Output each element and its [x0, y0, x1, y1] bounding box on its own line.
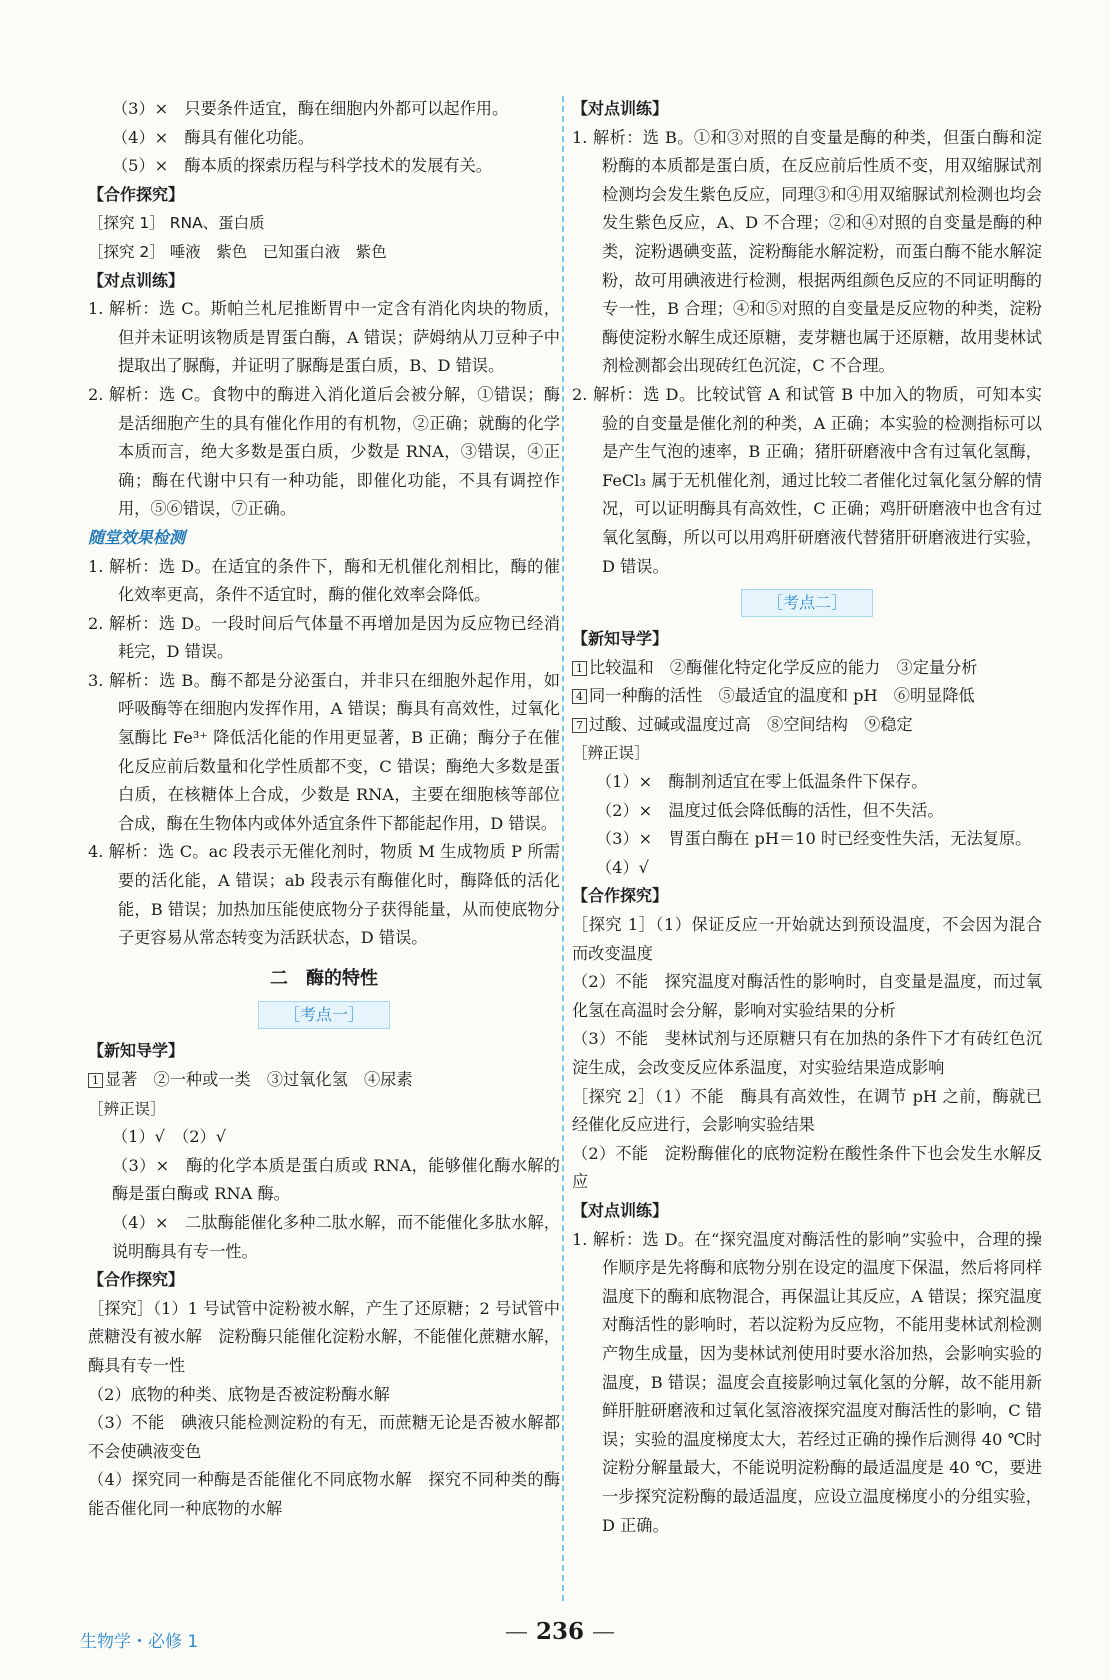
text-line: （3）× 只要条件适宜，酶在细胞内外都可以起作用。	[112, 99, 509, 118]
text-line: ［探究 2］（1）不能 酶具有高效性，在调节 pH 之前，酶就已经催化反应进行，会影响实验结果	[572, 1086, 1042, 1135]
answer-item: 2. 解析：选 D。比较试管 A 和试管 B 中加入的物质，可知本实验的自变量是催化剂的种类，A 正确；本实验的检测指标可以是产生气泡的速率，B 正确；猪肝研磨液中含有过氧化氢酶，FeCl₃ 属于无机催化剂，通过比较二者催化过氧化氢分解的情况，可以证明酶具有高效性，C 正确；鸡肝研磨液中也含有过氧化氢酶，所以可以用鸡肝研磨液代替猪肝研磨液进行实验，D 错误。	[572, 384, 1042, 576]
text-line: （2）不能 淀粉酶催化的底物淀粉在酸性条件下也会发生水解反应	[572, 1143, 1042, 1192]
text-line: （4）√	[596, 857, 649, 877]
text-line	[88, 1066, 560, 1095]
section-heading: 【对点训练】	[572, 1200, 669, 1220]
page-number: — 236 —	[504, 1618, 616, 1645]
text-line: （4）× 二肽酶能催化多种二肽水解，而不能催化多肽水解，说明酶具有专一性。	[112, 1212, 560, 1261]
text-line: ［探究 2］ 唾液 紫色 已知蛋白液 紫色	[88, 242, 387, 261]
subheading: ［辨正误］	[572, 744, 650, 763]
text-span: 比较温和 ②酶催化特定化学反应的能力 ③定量分析	[589, 657, 978, 677]
kaodian-badge: ［考点一］	[258, 1001, 390, 1029]
text-line: ［探究］（1）1 号试管中淀粉被水解，产生了还原糖；2 号试管中蔗糖没有被水解 淀粉酶只能催化淀粉水解，不能催化蔗糖水解，酶具有专一性	[88, 1298, 560, 1375]
circled-number-icon: 7	[572, 718, 587, 733]
text-line: ［探究 1］ RNA、蛋白质	[88, 214, 265, 233]
text-line: （3）× 胃蛋白酶在 pH＝10 时已经变性失活，无法复原。	[596, 829, 1032, 849]
text-line: （3）× 酶的化学本质是蛋白质或 RNA，能够催化酶水解的酶是蛋白酶或 RNA 酶。	[112, 1155, 560, 1204]
text-line	[572, 711, 1042, 740]
answer-item: 1. 解析：选 D。在适宜的条件下，酶和无机催化剂相比，酶的催化效率更高，条件不适宜时，酶的催化效率会降低。	[88, 556, 560, 605]
text-line: （4）探究同一种酶是否能催化不同底物水解 探究不同种类的酶能否催化同一种底物的水解	[88, 1470, 560, 1518]
answer-item: 2. 解析：选 C。食物中的酶进入消化道后会被分解，①错误；酶是活细胞产生的具有催化作用的有机物，②正确；就酶的化学本质而言，绝大多数是蛋白质，少数是 RNA，③错误，④正确；酶在代谢中只有一种功能，即催化功能，不具有调控作用，⑤⑥错误，⑦正确。	[88, 384, 560, 519]
book-title: 生物学・必修 1	[80, 1632, 199, 1652]
text-line: （2）× 温度过低会降低酶的活性，但不失活。	[596, 800, 944, 820]
left-column	[88, 95, 560, 1524]
text-line: ［探究 1］（1）保证反应一开始就达到预设温度，不会因为混合而改变温度	[572, 915, 1042, 963]
section-heading: 【新知导学】	[572, 629, 669, 649]
answer-item: 1. 解析：选 D。在“探究温度对酶活性的影响”实验中，合理的操作顺序是先将酶和底物分别在设定的温度下保温，然后将同样温度下的酶和底物混合，再保温让其反应，A 错误；探究温度对酶活性的影响时，若以淀粉为反应物，不能用斐林试剂检测产物生成量，因为斐林试剂使用时要水浴加热，会影响实验的温度，B 错误；温度会直接影响过氧化氢的分解，故不能用新鲜肝脏研磨液和过氧化氢溶液探究温度对酶活性的影响，C 错误；实验的温度梯度太大，若经过正确的操作后测得 40 ℃时淀粉分解量最大，不能说明淀粉酶的最适温度是 40 ℃，要进一步探究淀粉酶的最适温度，应设立温度梯度小的分组实验，D 正确。	[572, 1229, 1042, 1535]
circled-number-icon: 1	[572, 661, 587, 676]
text-line: （2）不能 探究温度对酶活性的影响时，自变量是温度，而过氧化氢在高温时会分解，影响对实验结果的分析	[572, 972, 1042, 1020]
section-heading: 【对点训练】	[572, 99, 669, 118]
text-line: （4）× 酶具有催化功能。	[112, 127, 314, 147]
section-heading: 【合作探究】	[88, 1270, 185, 1290]
circled-number-icon: 1	[88, 1073, 103, 1088]
answer-item: 4. 解析：选 C。ac 段表示无催化剂时，物质 M 生成物质 P 所需要的活化能，A 错误；ab 段表示有酶催化时，酶降低的活化能，B 错误；加热加压能使底物分子获得能量，从而使底物分子更容易从常态转变为活跃状态，D 错误。	[88, 842, 560, 948]
text-line: （1）√ （2）√	[112, 1127, 227, 1147]
page-number-value: 236	[535, 1618, 584, 1645]
text-line: （1）× 酶制剂适宜在零上低温条件下保存。	[596, 772, 928, 792]
text-line: （3）不能 碘液只能检测淀粉的有无，而蔗糖无论是否被水解都不会使碘液变色	[88, 1413, 560, 1461]
kaodian-badge: ［考点二］	[741, 589, 873, 617]
text-line	[572, 682, 1042, 711]
text-line: （5）× 酶本质的探索历程与科学技术的发展有关。	[112, 156, 492, 176]
text-line: （2）底物的种类、底物是否被淀粉酶水解	[88, 1384, 390, 1404]
circled-number-icon: 4	[572, 689, 587, 704]
text-span: 同一种酶的活性 ⑤最适宜的温度和 pH ⑥明显降低	[589, 686, 975, 706]
answer-item: 2. 解析：选 D。一段时间后气体量不再增加是因为反应物已经消耗完，D 错误。	[88, 613, 560, 662]
right-column	[572, 95, 1042, 1540]
text-span: 显著 ②一种或一类 ③过氧化氢 ④尿素	[105, 1070, 413, 1089]
section-heading: 【合作探究】	[88, 184, 185, 204]
text-span: 过酸、过碱或温度过高 ⑧空间结构 ⑨稳定	[589, 714, 913, 734]
section-heading: 【合作探究】	[572, 886, 669, 906]
text-line: （3）不能 斐林试剂与还原糖只有在加热的条件下才有砖红色沉淀生成，会改变反应体系温度，对实验结果造成影响	[572, 1029, 1042, 1077]
answer-item: 3. 解析：选 B。酶不都是分泌蛋白，并非只在细胞外起作用，如呼吸酶等在细胞内发挥作用，A 错误；酶具有高效性，过氧化氢酶比 Fe³⁺ 降低活化能的作用更显著，B 正确；酶分子在催化反应前后数量和化学性质都不变，C 错误；酶绝大多数是蛋白质，在核糖体上合成，少数是 RNA，主要在细胞核等部位合成，酶在生物体内或体外适宜条件下都能起作用，D 错误。	[88, 670, 560, 833]
answer-item: 1. 解析：选 B。①和③对照的自变量是酶的种类，但蛋白酶和淀粉酶的本质都是蛋白质，在反应前后性质不变，用双缩脲试剂检测均会发生紫色反应，同理③和④用双缩脲试剂检测也均会发生紫色反应，A、D 不合理；②和④对照的自变量是酶的种类，淀粉遇碘变蓝，淀粉酶能水解淀粉，而蛋白酶不能水解淀粉，故可用碘液进行检测，根据两组颜色反应的不同证明酶的专一性，B 合理；④和⑤对照的自变量是反应物的种类，淀粉酶使淀粉水解生成还原糖，麦芽糖也属于还原糖，故用斐林试剂检测都会出现砖红色沉淀，C 不合理。	[572, 127, 1042, 376]
section-title: 二 酶的特性	[270, 967, 378, 989]
subheading: ［辨正误］	[88, 1099, 166, 1118]
answer-item: 1. 解析：选 C。斯帕兰札尼推断胃中一定含有消化肉块的物质，但并未证明该物质是胃蛋白酶，A 错误；萨姆纳从刀豆种子中提取出了脲酶，并证明了脲酶是蛋白质，B、D 错误。	[88, 299, 560, 376]
section-heading: 【新知导学】	[88, 1041, 185, 1061]
section-heading: 【对点训练】	[88, 270, 185, 290]
column-divider	[562, 96, 564, 1601]
section-link: 随堂效果检测	[88, 527, 186, 547]
text-line	[572, 654, 1042, 683]
